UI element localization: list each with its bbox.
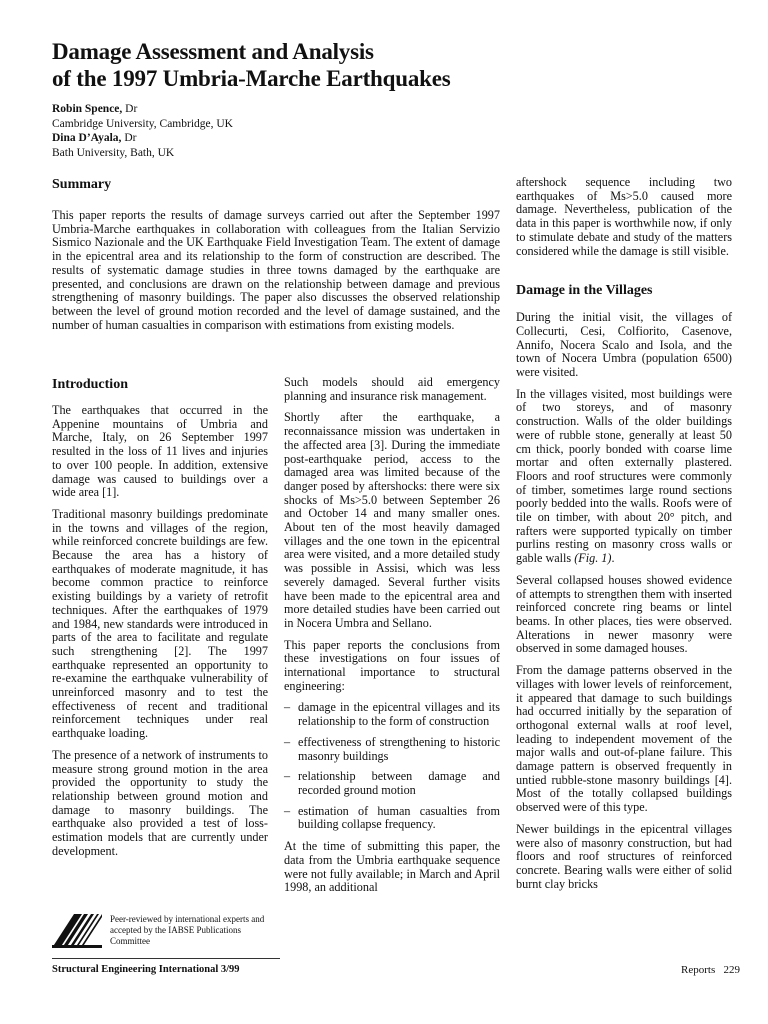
list-item: – effectiveness of strengthening to historic masonry buildings xyxy=(284,736,500,763)
paragraph: At the time of submitting this paper, the data from the Umbria earthquake sequence were not fully available; in March and April 1998, an additional xyxy=(284,839,500,895)
paragraph: Newer buildings in the epicentral villages were also of masonry construction, but had floors and roof structures of reinforced concrete. Bearing walls were either of solid burnt clay bricks xyxy=(516,821,732,891)
paragraph: Such models should aid emergency planning and insurance risk management. xyxy=(284,375,500,403)
author-degree: Dr xyxy=(121,132,137,144)
footer-journal: Structural Engineering International 3/99 xyxy=(52,964,240,975)
paragraph: Shortly after the earthquake, a reconnaissance mission was undertaken in the affected area [3]. During the immediate post-earthquake period, access to the damaged area was limited because of the danger posed by aftershocks: there were six shocks of Ms>5.0 between September 26 and October 14 and many smaller ones. About ten of the most heavily damaged villages and the one town in the epicentral area were visited, and a more detailed study was possible in Assisi, which was less severely damaged. Several further visits have been made to the epicentral area and more detailed studies have been carried out in Nocera Umbra and Sellano. xyxy=(284,410,500,630)
paragraph: aftershock sequence including two earthquakes of Ms>5.0 caused more damage. Nevertheless, publication of the data in this paper is worthwhile now, if only to stimulate debate and study of the matters considered while the damage is still visible. xyxy=(516,175,732,258)
issues-list xyxy=(284,701,500,832)
summary-section xyxy=(52,176,500,340)
list-item: – estimation of human casualties from building collapse frequency. xyxy=(284,805,500,832)
footer-page-info xyxy=(681,964,740,976)
author-block xyxy=(52,102,233,160)
author-name: Dina D’Ayala, xyxy=(52,132,122,144)
author-name: Robin Spence, xyxy=(52,103,123,115)
author-degree: Dr xyxy=(122,103,138,115)
author-1 xyxy=(52,102,233,117)
right-column xyxy=(516,176,732,899)
title-line-2: of the 1997 Umbria-Marche Earthquakes xyxy=(52,66,451,91)
footer-divider xyxy=(52,958,280,959)
list-item: – relationship between damage and recorded ground motion xyxy=(284,770,500,797)
intro-heading: Introduction xyxy=(52,377,128,392)
middle-column xyxy=(284,376,500,903)
summary-text: This paper reports the results of damage surveys carried out after the September 1997 Umbria-Marche earthquakes in collaboration with colleagues from the Italian Servizio Sismico Nazionale and the UK Earthquake Field Investigation Team. The extent of damage in the epicentral area and its relationship to the form of construction are described. The results of systematic damage studies in three towns damaged by the earthquake are presented, and conclusions are drawn on the relationship between damage and previous strengthening of masonry buildings. The paper also discusses the observed relationship between the level of ground motion recorded and the level of damage sustained, and the number of human casualties in comparison with estimations from existing models. xyxy=(52,208,500,332)
list-item: – damage in the epicentral villages and its relationship to the form of construction xyxy=(284,701,500,728)
title-line-1: Damage Assessment and Analysis xyxy=(52,39,374,64)
paragraph: During the initial visit, the villages of Collecurti, Cesi, Colfiorito, Casenove, Annifo, Nocera Scalo and Isola, and the town of Nocera Umbra (population 6500) were visited. xyxy=(516,310,732,380)
author-affiliation: Bath University, Bath, UK xyxy=(52,146,175,159)
page-number: 229 xyxy=(723,964,740,976)
paragraph-end: . xyxy=(611,551,615,566)
paragraph: The earthquakes that occurred in the Appenine mountains of Umbria and Marche, Italy, on 26 September 1997 resulted in the loss of 11 lives and injuries to over 100 people. In addition, extensive damage was caused to buildings over a wide area [1]. xyxy=(52,403,268,500)
paragraph: The presence of a network of instruments to measure strong ground motion in the area provided the opportunity to study the relationship between ground motion and damage to masonry buildings. The earthquake also provided a test of loss-estimation models that are currently under development. xyxy=(52,747,268,858)
author-2 xyxy=(52,131,233,146)
paragraph: This paper reports the conclusions from these investigations on four issues of international importance to structural engineering: xyxy=(284,637,500,693)
summary-heading: Summary xyxy=(52,177,112,192)
figure-reference: (Fig. 1) xyxy=(574,551,612,566)
paragraph: Traditional masonry buildings predominate in the towns and villages of the region, while reinforced concrete buildings are few. Because the area has a history of earthquakes of moderate magnitude, it has become common practice to reinforce existing buildings by a variety of retrofit techniques. After the earthquakes of 1979 and 1984, new standards were introduced in parts of the area to facilitate and regulate such strengthening [2]. The 1997 earthquake represented an opportunity to re-examine the earthquake vulnerability of unreinforced masonry and to test the effectiveness of recent and traditional reinforcement techniques under real earthquake loading. xyxy=(52,506,268,741)
paper-title xyxy=(52,38,450,92)
intro-section xyxy=(52,376,268,867)
footer-section: Reports xyxy=(681,964,716,976)
peer-review-note: Peer-reviewed by international experts and accepted by the IABSE Publications Committee xyxy=(110,914,265,946)
author-affiliation: Cambridge University, Cambridge, UK xyxy=(52,117,233,130)
villages-heading: Damage in the Villages xyxy=(516,283,653,299)
iabse-logo-icon xyxy=(52,914,102,948)
paragraph: From the damage patterns observed in the villages with lower levels of reinforcement, it appeared that damage to such buildings had occurred initially by the separation of orthogonal external walls at roof level, leading to independent movement of the major walls and out-of-plane failure. This damage pattern is observed frequently in untied rubble-stone masonry buildings [4]. Most of the totally collapsed buildings observed were of this type. xyxy=(516,663,732,815)
paragraph xyxy=(516,388,732,566)
paragraph: Several collapsed houses showed evidence of attempts to strengthen them with inserted reinforced concrete ring beams or lintel beams. In other places, ties were observed. Alterations in newer masonry were observed in some damaged houses. xyxy=(516,572,732,656)
paragraph-text: In the villages visited, most buildings were of two storeys, and of masonry construction. Walls of the older buildings were of rubble stone, generally at least 50 cm thick, poorly bonded with coarse lime mortar and often externally plastered. Floors and roof structures were commonly of timber, sometimes large round sections poorly bedded into the walls. Roofs were of tile on timber, with about 20° pitch, and rafters were supported typically on timber purlins resting on masonry cross walls or gable walls xyxy=(516,386,732,566)
